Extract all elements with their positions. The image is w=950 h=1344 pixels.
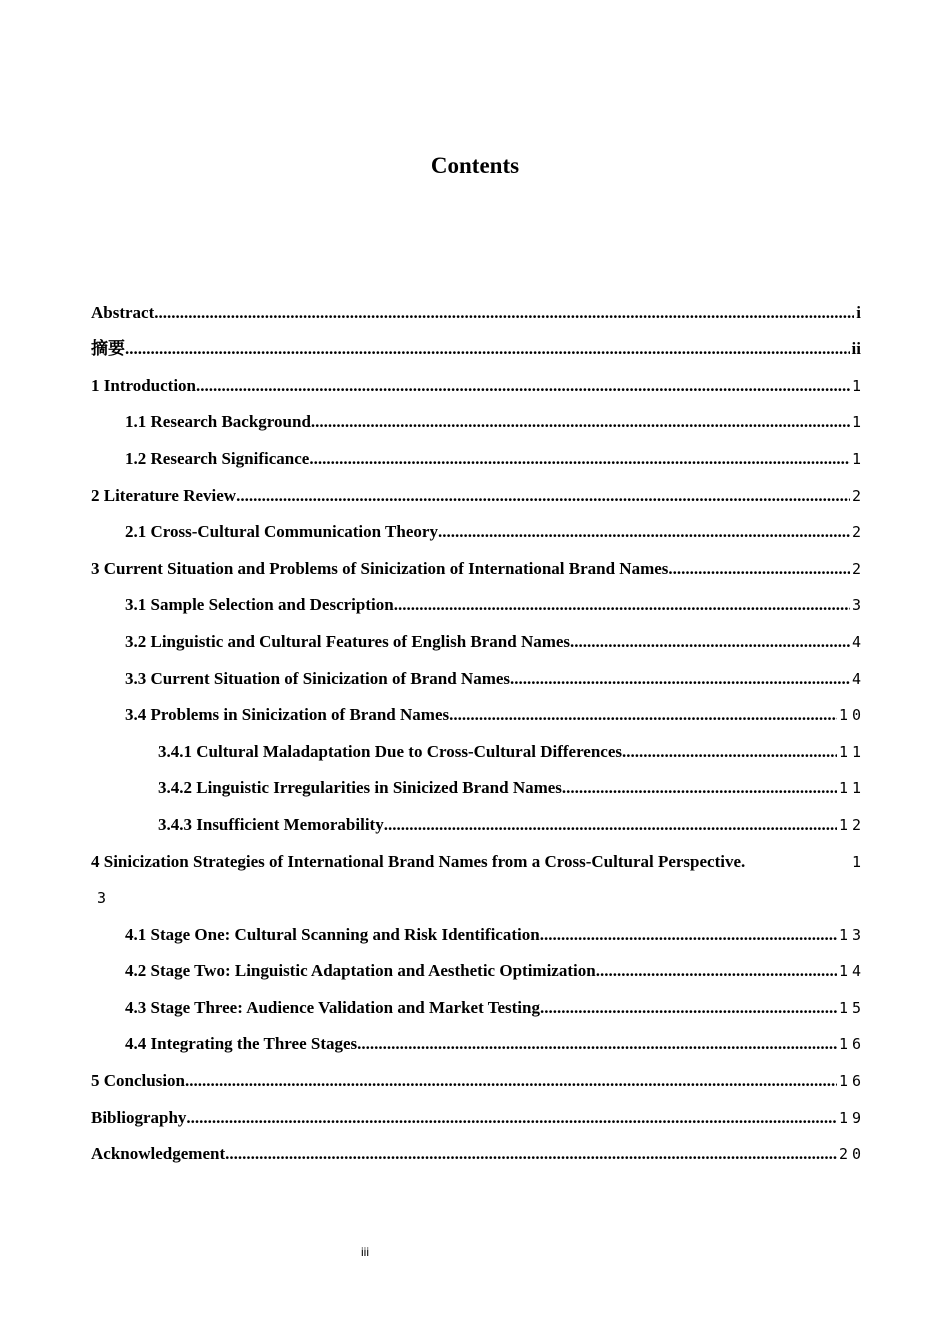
toc-entry-abstract[interactable] bbox=[91, 292, 861, 329]
toc-entry-page: 1 bbox=[851, 449, 865, 468]
toc-entry-page: 15 bbox=[838, 998, 865, 1017]
toc-entry-label: 3.1 Sample Selection and Description bbox=[125, 595, 394, 615]
toc-entry-cultural-maladaptation[interactable] bbox=[91, 731, 865, 768]
page-title: Contents bbox=[430, 153, 520, 178]
toc-entry-page-continued: 3 bbox=[97, 889, 107, 908]
dot-leader bbox=[668, 559, 850, 579]
dot-leader bbox=[622, 742, 837, 762]
toc-entry-research-significance[interactable] bbox=[91, 438, 865, 475]
toc-entry-linguistic-features[interactable] bbox=[91, 621, 865, 658]
toc-entry-label: 3.4 Problems in Sinicization of Brand Names bbox=[125, 705, 450, 725]
toc-entry-page: 2 bbox=[851, 559, 865, 578]
dot-leader bbox=[225, 1144, 837, 1164]
toc-entry-sample-selection[interactable] bbox=[91, 585, 865, 622]
toc-entry-page: 19 bbox=[838, 1108, 865, 1127]
toc-entry-page: 1 bbox=[851, 852, 865, 871]
dot-leader bbox=[562, 778, 837, 798]
dot-leader bbox=[154, 303, 854, 323]
toc-entry-page: 4 bbox=[851, 669, 865, 688]
toc-entry-label: 3.4.3 Insufficient Memorability bbox=[158, 814, 384, 834]
toc-entry-label: Acknowledgement bbox=[91, 1144, 226, 1164]
toc-entry-current-situation[interactable] bbox=[91, 548, 865, 585]
toc-entry-label: 4 Sinicization Strategies of International Brand Names from a Cross-Cultural Perspective. bbox=[91, 851, 746, 871]
dot-leader bbox=[384, 815, 837, 835]
toc-entry-insufficient-memorability[interactable] bbox=[91, 804, 865, 841]
toc-entry-conclusion[interactable] bbox=[91, 1060, 865, 1097]
toc-entry-stage-one[interactable] bbox=[91, 914, 865, 951]
dot-leader bbox=[449, 705, 837, 725]
toc-entry-label: 4.4 Integrating the Three Stages bbox=[125, 1034, 358, 1054]
toc-entry-page: 2 bbox=[851, 523, 865, 542]
toc-entry-page: i bbox=[856, 302, 861, 322]
toc-entry-chinese-abstract[interactable] bbox=[91, 329, 861, 366]
toc-entry-page: 11 bbox=[838, 742, 865, 761]
dot-leader bbox=[311, 412, 850, 432]
toc-entry-label: 1.2 Research Significance bbox=[125, 448, 310, 468]
toc-entry-page: 1 bbox=[851, 413, 865, 432]
dot-leader bbox=[510, 669, 850, 689]
page-footer-number: iii bbox=[361, 1245, 369, 1259]
toc-entry-page: 4 bbox=[851, 632, 865, 651]
dot-leader bbox=[125, 339, 850, 359]
toc-entry-page: 3 bbox=[851, 596, 865, 615]
toc-entry-research-background[interactable] bbox=[91, 402, 865, 439]
toc-entry-strategies[interactable] bbox=[91, 841, 865, 914]
toc-entry-label: 3.3 Current Situation of Sinicization of Brand Names bbox=[125, 668, 511, 688]
toc-entry-label: 3 Current Situation and Problems of Sinicization of International Brand Names bbox=[91, 558, 669, 578]
dot-leader bbox=[540, 998, 837, 1018]
toc-entry-acknowledgement[interactable] bbox=[91, 1134, 865, 1171]
toc-entry-page: 20 bbox=[838, 1145, 865, 1164]
toc-entry-page: 12 bbox=[838, 815, 865, 834]
dot-leader bbox=[570, 632, 850, 652]
toc-entry-page: 14 bbox=[838, 962, 865, 981]
dot-leader bbox=[394, 595, 850, 615]
toc-entry-integrating-stages[interactable] bbox=[91, 1024, 865, 1061]
toc-entry-label: 5 Conclusion bbox=[91, 1071, 185, 1091]
toc-entry-linguistic-irregularities[interactable] bbox=[91, 768, 865, 805]
dot-leader bbox=[357, 1034, 837, 1054]
toc-entry-label: 1 Introduction bbox=[91, 375, 197, 395]
toc-entry-page: ii bbox=[851, 339, 861, 359]
toc-entry-label: Bibliography bbox=[91, 1107, 187, 1127]
toc-entry-page: 16 bbox=[838, 1035, 865, 1054]
table-of-contents bbox=[91, 292, 865, 1170]
toc-entry-stage-three[interactable] bbox=[91, 987, 865, 1024]
toc-entry-label: 2.1 Cross-Cultural Communication Theory bbox=[125, 522, 438, 542]
toc-entry-situation-sinicization[interactable] bbox=[91, 658, 865, 695]
toc-entry-label: 摘要 bbox=[91, 339, 125, 359]
toc-entry-literature-review[interactable] bbox=[91, 475, 865, 512]
dot-leader bbox=[236, 486, 850, 506]
toc-entry-stage-two[interactable] bbox=[91, 951, 865, 988]
toc-entry-introduction[interactable] bbox=[91, 365, 865, 402]
toc-entry-label: 3.2 Linguistic and Cultural Features of English Brand Names bbox=[125, 631, 571, 651]
toc-entry-bibliography[interactable] bbox=[91, 1097, 865, 1134]
toc-entry-label: 1.1 Research Background bbox=[125, 412, 311, 432]
toc-entry-page: 1 bbox=[851, 376, 865, 395]
toc-entry-page: 11 bbox=[838, 779, 865, 798]
toc-entry-label: 3.4.2 Linguistic Irregularities in Sinicized Brand Names bbox=[158, 778, 562, 798]
toc-entry-label: 4.3 Stage Three: Audience Validation and Market Testing bbox=[125, 997, 540, 1017]
toc-entry-label: 3.4.1 Cultural Maladaptation Due to Cross-Cultural Differences bbox=[158, 741, 623, 761]
toc-entry-page: 16 bbox=[838, 1072, 865, 1091]
toc-entry-label: 4.2 Stage Two: Linguistic Adaptation and Aesthetic Optimization bbox=[125, 961, 596, 981]
toc-entry-label: 4.1 Stage One: Cultural Scanning and Risk Identification bbox=[125, 924, 540, 944]
toc-entry-label: Abstract bbox=[91, 302, 155, 322]
toc-entry-page: 2 bbox=[851, 486, 865, 505]
toc-entry-page: 10 bbox=[838, 706, 865, 725]
dot-leader bbox=[185, 1071, 837, 1091]
dot-leader bbox=[596, 961, 837, 981]
toc-entry-cross-cultural-theory[interactable] bbox=[91, 512, 865, 549]
toc-entry-page: 13 bbox=[838, 925, 865, 944]
dot-leader bbox=[438, 522, 850, 542]
toc-entry-label: 2 Literature Review bbox=[91, 485, 237, 505]
dot-leader bbox=[540, 925, 837, 945]
dot-leader bbox=[196, 376, 850, 396]
dot-leader bbox=[309, 449, 850, 469]
toc-entry-problems-sinicization[interactable] bbox=[91, 695, 865, 732]
dot-leader bbox=[186, 1108, 837, 1128]
